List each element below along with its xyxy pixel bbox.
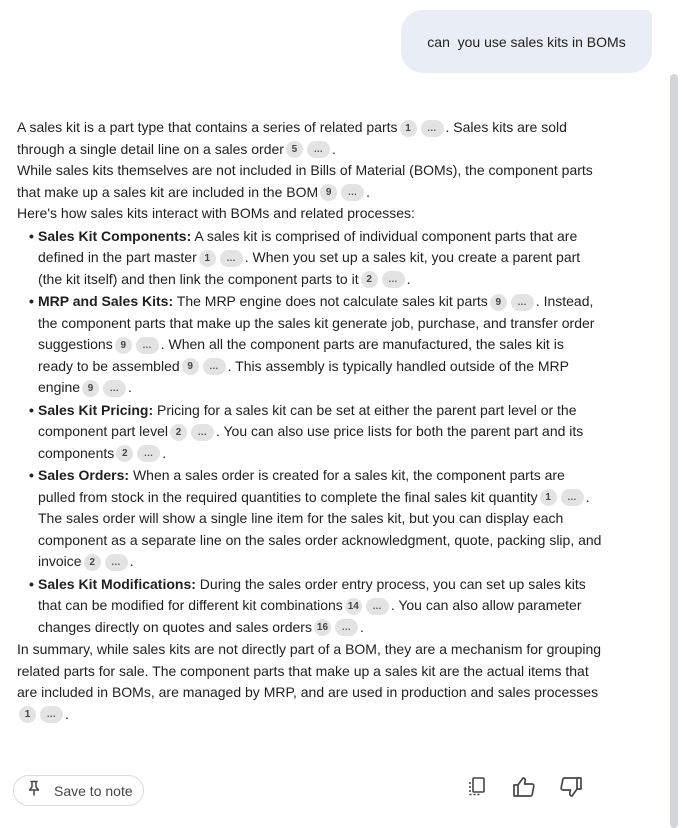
citation-more-button[interactable]: ... bbox=[421, 120, 444, 137]
copy-icon bbox=[467, 776, 487, 803]
citation-number[interactable]: 16 bbox=[314, 619, 331, 636]
citation-more-button[interactable]: ... bbox=[341, 184, 364, 201]
citation-more-button[interactable]: ... bbox=[40, 706, 63, 723]
thumbs-down-icon bbox=[559, 776, 583, 803]
summary-paragraph: In summary, while sales kits are not directly part of a BOM, they are a mechanism for grouping related parts for sale. The component parts that make up a sales kit are the actual items that are included in BOMs, are managed by MRP, and are used in production and sales processes 1 ... . bbox=[17, 641, 602, 722]
citation-more-button[interactable]: ... bbox=[136, 337, 159, 354]
citation-chip[interactable] bbox=[19, 706, 63, 723]
citation-more-button[interactable]: ... bbox=[203, 358, 226, 375]
copy-button[interactable] bbox=[464, 776, 490, 802]
bullet-list bbox=[17, 226, 602, 639]
citation-number[interactable]: 2 bbox=[361, 271, 378, 288]
list-item-heading: Sales Orders: bbox=[38, 467, 130, 483]
citation-more-button[interactable]: ... bbox=[366, 598, 389, 615]
citation-number[interactable]: 14 bbox=[345, 598, 362, 615]
response-body bbox=[17, 117, 602, 725]
citation-more-button[interactable]: ... bbox=[103, 380, 126, 397]
citation-number[interactable]: 2 bbox=[170, 424, 187, 441]
thumbs-up-icon bbox=[512, 776, 536, 803]
save-to-note-button[interactable] bbox=[13, 775, 144, 806]
citation-chip[interactable] bbox=[361, 271, 405, 288]
citation-chip[interactable] bbox=[82, 380, 126, 397]
dislike-button[interactable] bbox=[558, 776, 584, 802]
citation-number[interactable]: 1 bbox=[540, 489, 557, 506]
user-message-bubble bbox=[401, 10, 652, 73]
citation-more-button[interactable]: ... bbox=[105, 554, 128, 571]
citation-number[interactable]: 2 bbox=[84, 554, 101, 571]
citation-chip[interactable] bbox=[170, 424, 214, 441]
list-item: • Sales Orders: When a sales order is created for a sales kit, the component parts are pulled from stock in the required quantities to complete the final sales kit quantity 1 ... . The sales order will show a single line item for the sales kit, but you can display each component as a separate line on the sales order acknowledgment, quote, packing slip, and invoice 2 ... . bbox=[29, 465, 602, 573]
list-item: • Sales Kit Components: A sales kit is comprised of individual component parts that are defined in the part master 1 ... . When you set up a sales kit, you create a parent part (the kit itself) and then link the component parts to it 2 ... . bbox=[29, 226, 602, 291]
user-message-text: can you use sales kits in BOMs bbox=[427, 33, 626, 50]
citation-number[interactable]: 1 bbox=[19, 706, 36, 723]
citation-more-button[interactable]: ... bbox=[137, 445, 160, 462]
citation-chip[interactable] bbox=[115, 337, 159, 354]
citation-more-button[interactable]: ... bbox=[382, 271, 405, 288]
citation-chip[interactable] bbox=[314, 619, 358, 636]
citation-chip[interactable] bbox=[116, 445, 160, 462]
citation-number[interactable]: 9 bbox=[115, 337, 132, 354]
citation-chip[interactable] bbox=[400, 120, 444, 137]
citation-chip[interactable] bbox=[345, 598, 389, 615]
citation-chip[interactable] bbox=[540, 489, 584, 506]
save-to-note-label: Save to note bbox=[54, 782, 133, 799]
citation-chip[interactable] bbox=[182, 358, 226, 375]
list-item-heading: MRP and Sales Kits: bbox=[38, 293, 174, 309]
bom-paragraph: While sales kits themselves are not included in Bills of Material (BOMs), the component parts that make up a sales kit are included in the BOM 9 ... . bbox=[17, 162, 593, 200]
list-item-heading: Sales Kit Modifications: bbox=[38, 575, 196, 592]
citation-chip[interactable] bbox=[286, 141, 330, 158]
citation-more-button[interactable]: ... bbox=[220, 250, 243, 267]
citation-more-button[interactable]: ... bbox=[561, 489, 584, 506]
citation-chip[interactable] bbox=[84, 554, 128, 571]
citation-chip[interactable] bbox=[320, 184, 364, 201]
list-item-heading: Sales Kit Pricing: bbox=[38, 401, 154, 418]
citation-number[interactable]: 9 bbox=[82, 380, 99, 397]
intro-paragraph: A sales kit is a part type that contains a series of related parts 1 ... . Sales kits are sold through a single detail line on a sales order 5 ... . bbox=[17, 119, 567, 157]
citation-chip[interactable] bbox=[490, 294, 534, 311]
citation-chip[interactable] bbox=[199, 250, 243, 267]
citation-number[interactable]: 1 bbox=[199, 250, 216, 267]
citation-more-button[interactable]: ... bbox=[191, 424, 214, 441]
scrollbar-thumb[interactable] bbox=[670, 74, 678, 828]
citation-number[interactable]: 2 bbox=[116, 445, 133, 462]
citation-more-button[interactable]: ... bbox=[307, 141, 330, 158]
like-button[interactable] bbox=[511, 776, 537, 802]
list-item-heading: Sales Kit Components: bbox=[38, 227, 192, 244]
list-item: • Sales Kit Modifications: During the sales order entry process, you can set up sales kits that can be modified for different kit combinations 14 ... . You can also allow parameter changes directly on quotes and sales orders 16 ... . bbox=[29, 574, 602, 639]
citation-number[interactable]: 9 bbox=[182, 358, 199, 375]
citation-number[interactable]: 1 bbox=[400, 120, 417, 137]
citation-number[interactable]: 9 bbox=[490, 294, 507, 311]
list-item: • Sales Kit Pricing: Pricing for a sales kit can be set at either the parent part level or the component part level 2 ... . You can also use price lists for both the parent part and its components 2 ... . bbox=[29, 400, 602, 465]
citation-number[interactable]: 9 bbox=[320, 184, 337, 201]
list-intro: Here's how sales kits interact with BOMs and related processes: bbox=[17, 205, 415, 221]
list-item: • MRP and Sales Kits: The MRP engine does not calculate sales kit parts 9 ... . Instead, the component parts that make up the sales kit generate job, purchase, and transfer order suggestions 9 ... . When all the component parts are manufactured, the sales kit is ready to be assembled 9 ... . This assembly is typically handled outside of the MRP engine 9 ... . bbox=[29, 291, 602, 399]
pin-icon bbox=[27, 780, 41, 801]
citation-more-button[interactable]: ... bbox=[335, 619, 358, 636]
citation-number[interactable]: 5 bbox=[286, 141, 303, 158]
citation-more-button[interactable]: ... bbox=[511, 294, 534, 311]
